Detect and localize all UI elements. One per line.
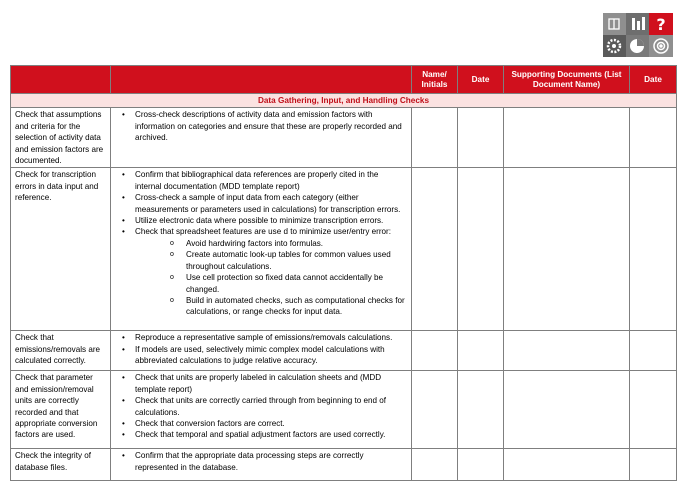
name-initials-cell[interactable] — [412, 168, 458, 331]
supporting-documents-cell[interactable] — [504, 371, 630, 449]
date-cell[interactable] — [458, 108, 504, 168]
list-item — [135, 226, 407, 317]
table-row — [11, 108, 677, 168]
criterion-cell: Check that parameter and emission/removal units are correctly recorded and that appropriate conversion factors are used. — [11, 371, 111, 449]
list-item: • Confirm that bibliographical data references are properly cited in the internal documentation (MDD template report) — [135, 169, 407, 192]
date-cell[interactable] — [458, 168, 504, 331]
sub-list-item: o Use cell protection so fixed data cannot accidentally be changed. — [186, 272, 407, 295]
table-row — [11, 371, 677, 449]
criterion-cell: Check the integrity of database files. — [11, 449, 111, 481]
supporting-documents-cell[interactable] — [504, 449, 630, 481]
header-activities — [111, 66, 412, 94]
list-item: • Cross-check a sample of input data from each category (either measurements or parameters used in calculations) for transcription errors. — [135, 192, 407, 215]
activities-cell — [111, 168, 412, 331]
header-date-1: Date — [458, 66, 504, 94]
activities-cell — [111, 371, 412, 449]
criterion-cell: Check for transcription errors in data input and reference. — [11, 168, 111, 331]
header-name-initials-text: Name/ Initials — [421, 69, 448, 89]
table-row — [11, 168, 677, 331]
date-cell[interactable] — [630, 108, 677, 168]
list-item: • Cross-check descriptions of activity data and emission factors with information on categories and ensure that these are properly recorded and archived. — [135, 109, 407, 143]
logo — [603, 13, 673, 57]
name-initials-cell[interactable] — [412, 331, 458, 371]
header-supporting-documents: Supporting Documents (List Document Name) — [504, 66, 630, 94]
table-row — [11, 331, 677, 371]
chart-icon — [630, 39, 644, 53]
list-item: • Utilize electronic data where possible to minimize transcription errors. — [135, 215, 407, 226]
list-item: • Confirm that the appropriate data processing steps are correctly represented in the database. — [135, 450, 407, 473]
svg-text:?: ? — [656, 15, 666, 34]
list-item: • Reproduce a representative sample of emissions/removals calculations. — [135, 332, 407, 343]
date-cell[interactable] — [630, 168, 677, 331]
list-item: • Check that units are properly labeled in calculation sheets and (MDD template report) — [135, 372, 407, 395]
list-item: • Check that conversion factors are correct. — [135, 418, 407, 429]
date-cell[interactable] — [630, 371, 677, 449]
header-criterion — [11, 66, 111, 94]
date-cell[interactable] — [458, 449, 504, 481]
list-item: • If models are used, selectively mimic complex model calculations with abbreviated calculations to judge relative accuracy. — [135, 344, 407, 367]
header-date-2: Date — [630, 66, 677, 94]
list-item-text: Check that spreadsheet features are use d to minimize user/entry error: — [135, 227, 391, 237]
name-initials-cell[interactable] — [412, 449, 458, 481]
date-cell[interactable] — [630, 331, 677, 371]
supporting-documents-cell[interactable] — [504, 331, 630, 371]
date-cell[interactable] — [458, 371, 504, 449]
section-title: Data Gathering, Input, and Handling Checks — [11, 94, 677, 108]
list-item: • Check that temporal and spatial adjustment factors are used correctly. — [135, 429, 407, 440]
criterion-cell: Check that assumptions and criteria for the selection of activity data and emission factors are documented. — [11, 108, 111, 168]
criterion-cell: Check that emissions/removals are calculated correctly. — [11, 331, 111, 371]
date-cell[interactable] — [630, 449, 677, 481]
date-cell[interactable] — [458, 331, 504, 371]
qa-checklist-table — [10, 65, 677, 481]
activities-cell — [111, 108, 412, 168]
section-row — [11, 94, 677, 108]
activities-cell — [111, 449, 412, 481]
sub-list-item: o Build in automated checks, such as computational checks for calculations, or range checks for input data. — [186, 295, 407, 318]
name-initials-cell[interactable] — [412, 108, 458, 168]
activities-cell — [111, 331, 412, 371]
supporting-documents-cell[interactable] — [504, 108, 630, 168]
name-initials-cell[interactable] — [412, 371, 458, 449]
header-name-initials — [412, 66, 458, 94]
supporting-documents-cell[interactable] — [504, 168, 630, 331]
list-item: • Check that units are correctly carried through from beginning to end of calculations. — [135, 395, 407, 418]
question-icon — [656, 15, 665, 34]
header-row — [11, 66, 677, 94]
sub-list-item: o Avoid hardwiring factors into formulas. — [186, 238, 407, 249]
table-row — [11, 449, 677, 481]
sub-list-item: o Create automatic look-up tables for common values used throughout calculations. — [186, 249, 407, 272]
